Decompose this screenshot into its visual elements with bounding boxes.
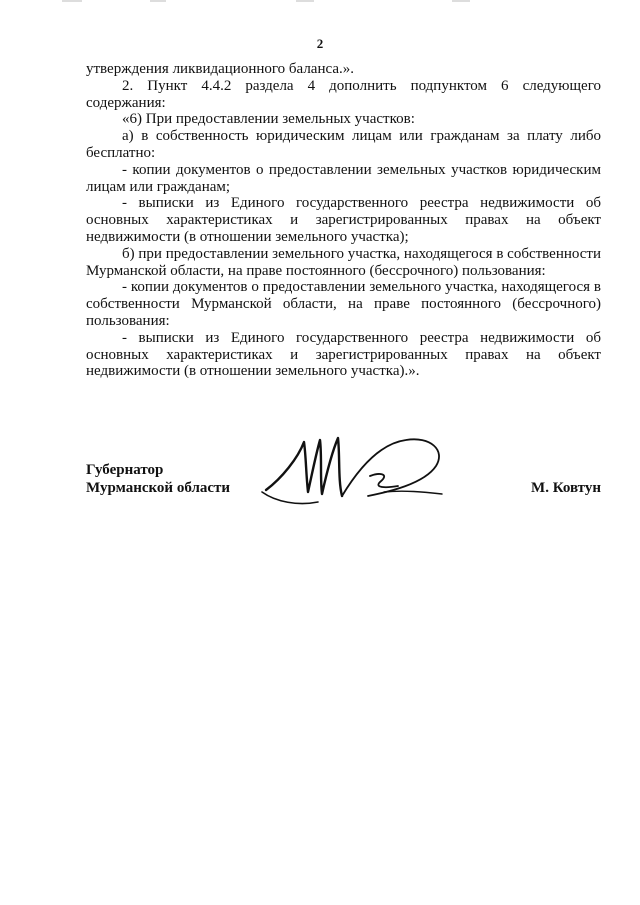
paragraph-1: утверждения ликвидационного баланса.». [86, 61, 354, 77]
paragraph-7: б) при предоставлении земельного участка, находящегося в собственности Мурманской области, на праве постоянного (бессрочного) пользования: [86, 245, 601, 279]
handwritten-signature [258, 432, 448, 514]
signatory-title [86, 461, 230, 497]
paragraph-5: - копии документов о предоставлении земельных участков юридическим лицам или гражданам; [86, 161, 601, 195]
document-body [86, 61, 601, 380]
paragraph-9: - выписки из Единого государственного реестра недвижимости об основных характеристиках и зарегистрированных правах на объект недвижимости (в отношении земельного участка).». [86, 329, 601, 380]
page-number: 2 [316, 36, 324, 51]
paragraph-6: - выписки из Единого государственного реестра недвижимости об основных характеристиках и зарегистрированных правах на объект недвижимости (в отношении земельного участка); [86, 195, 601, 245]
paragraph-3: «6) При предоставлении земельных участков: [122, 111, 415, 128]
signatory-title-line-1: Губернатор [86, 462, 164, 478]
signatory-name: М. Ковтун [531, 480, 601, 496]
paragraph-8: - копии документов о предоставлении земельного участка, находящегося в собственности Мурманской области, на праве постоянного (бессрочного) пользования: [86, 279, 601, 329]
paragraph-2: 2. Пункт 4.4.2 раздела 4 дополнить подпунктом 6 следующего содержания: [86, 77, 601, 111]
signatory-title-line-2: Мурманской области [86, 480, 231, 496]
paragraph-4: а) в собственность юридическим лицам или гражданам за плату либо бесплатно: [86, 128, 601, 161]
scan-edge-marks [0, 0, 640, 8]
